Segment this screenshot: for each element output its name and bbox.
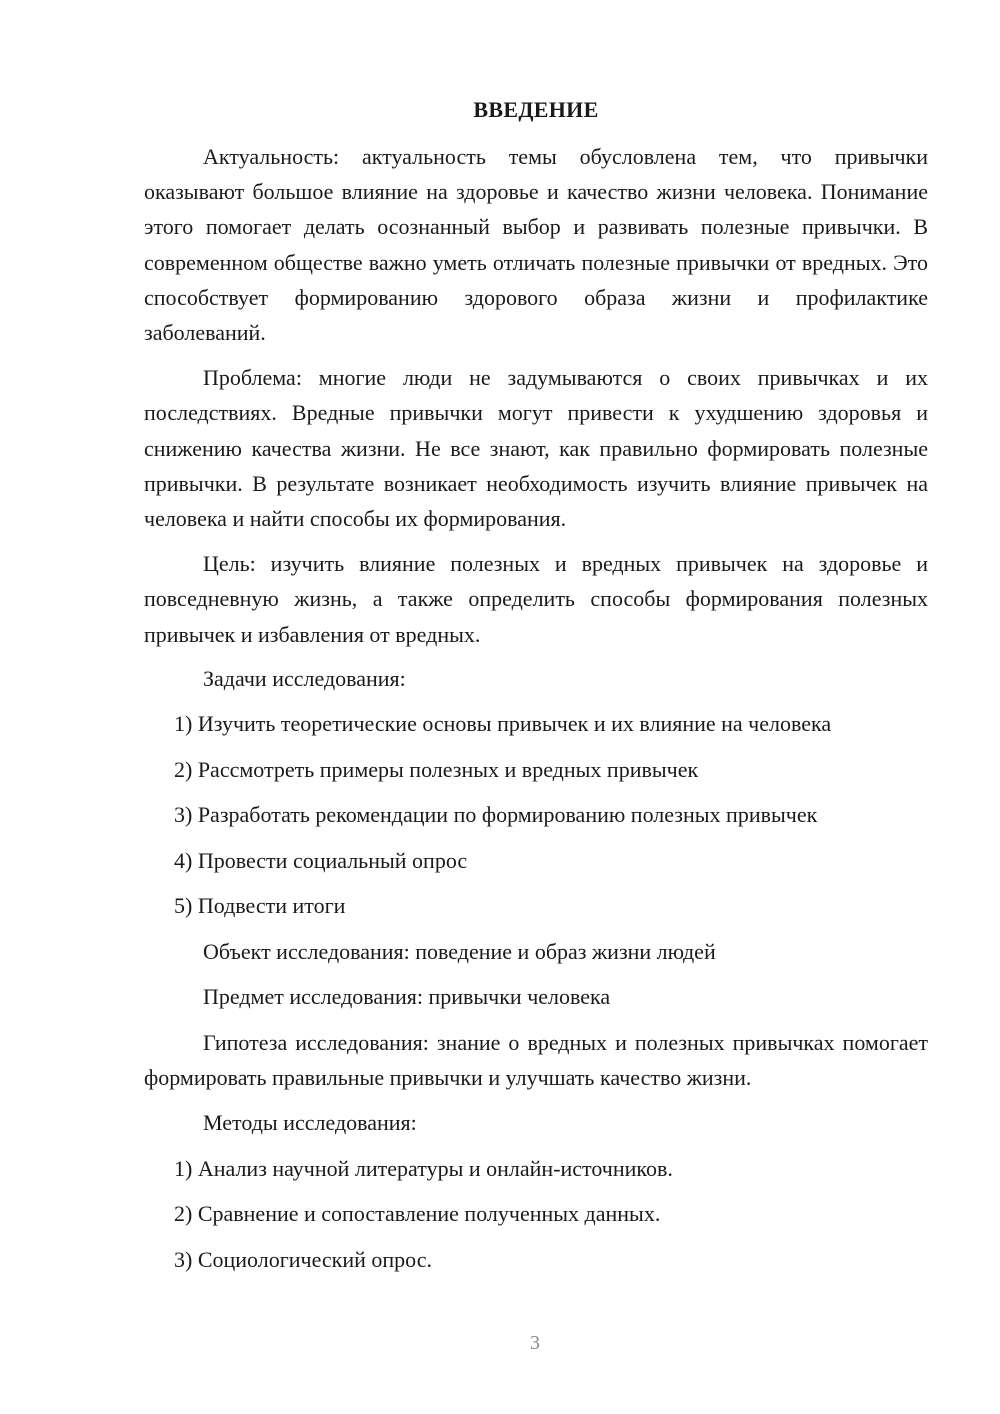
task-item: 3) Разработать рекомендации по формированию полезных привычек (174, 802, 818, 828)
document-page (144, 92, 928, 1287)
paragraph-hypothesis: Гипотеза исследования: знание о вредных и полезных привычках помогает формировать правильные привычки и улучшать качество жизни. (144, 1029, 928, 1091)
paragraph-problem: Проблема: многие люди не задумываются о своих привычках и их последствиях. Вредные привычки могут привести к ухудшению здоровья и снижению качества жизни. Не все знают, как правильно формировать полезные привычки. В результате возникает необходимость изучить влияние привычек на человека и найти способы их формирования. (144, 365, 928, 532)
tasks-label: Задачи исследования: (203, 665, 406, 691)
research-object: Объект исследования: поведение и образ жизни людей (203, 938, 716, 964)
paragraph-relevance: Актуальность: актуальность темы обусловлена тем, что привычки оказывают большое влияние на здоровье и качество жизни человека. Понимание этого помогает делать осознанный выбор и развивать полезные привычки. В современном обществе важно уметь отличать полезные привычки от вредных. Это способствует формированию здорового образа жизни и профилактике заболеваний. (144, 144, 928, 346)
method-item: 1) Анализ научной литературы и онлайн-источников. (174, 1155, 673, 1181)
task-item: 4) Провести социальный опрос (174, 847, 468, 873)
methods-label: Методы исследования: (203, 1110, 417, 1136)
research-subject: Предмет исследования: привычки человека (203, 984, 611, 1010)
paragraph-goal: Цель: изучить влияние полезных и вредных привычек на здоровье и повседневную жизнь, а также определить способы формирования полезных привычек и избавления от вредных. (144, 551, 928, 647)
method-item: 2) Сравнение и сопоставление полученных данных. (174, 1201, 661, 1227)
page-number: 3 (530, 1332, 540, 1354)
method-item: 3) Социологический опрос. (174, 1246, 432, 1272)
task-item: 2) Рассмотреть примеры полезных и вредных привычек (174, 756, 699, 782)
tasks-section (144, 661, 928, 934)
task-item: 5) Подвести итоги (174, 893, 346, 919)
task-item: 1) Изучить теоретические основы привычек и их влияние на человека (174, 711, 832, 737)
methods-section (144, 1105, 928, 1287)
section-heading: ВВЕДЕНИЕ (473, 97, 599, 122)
